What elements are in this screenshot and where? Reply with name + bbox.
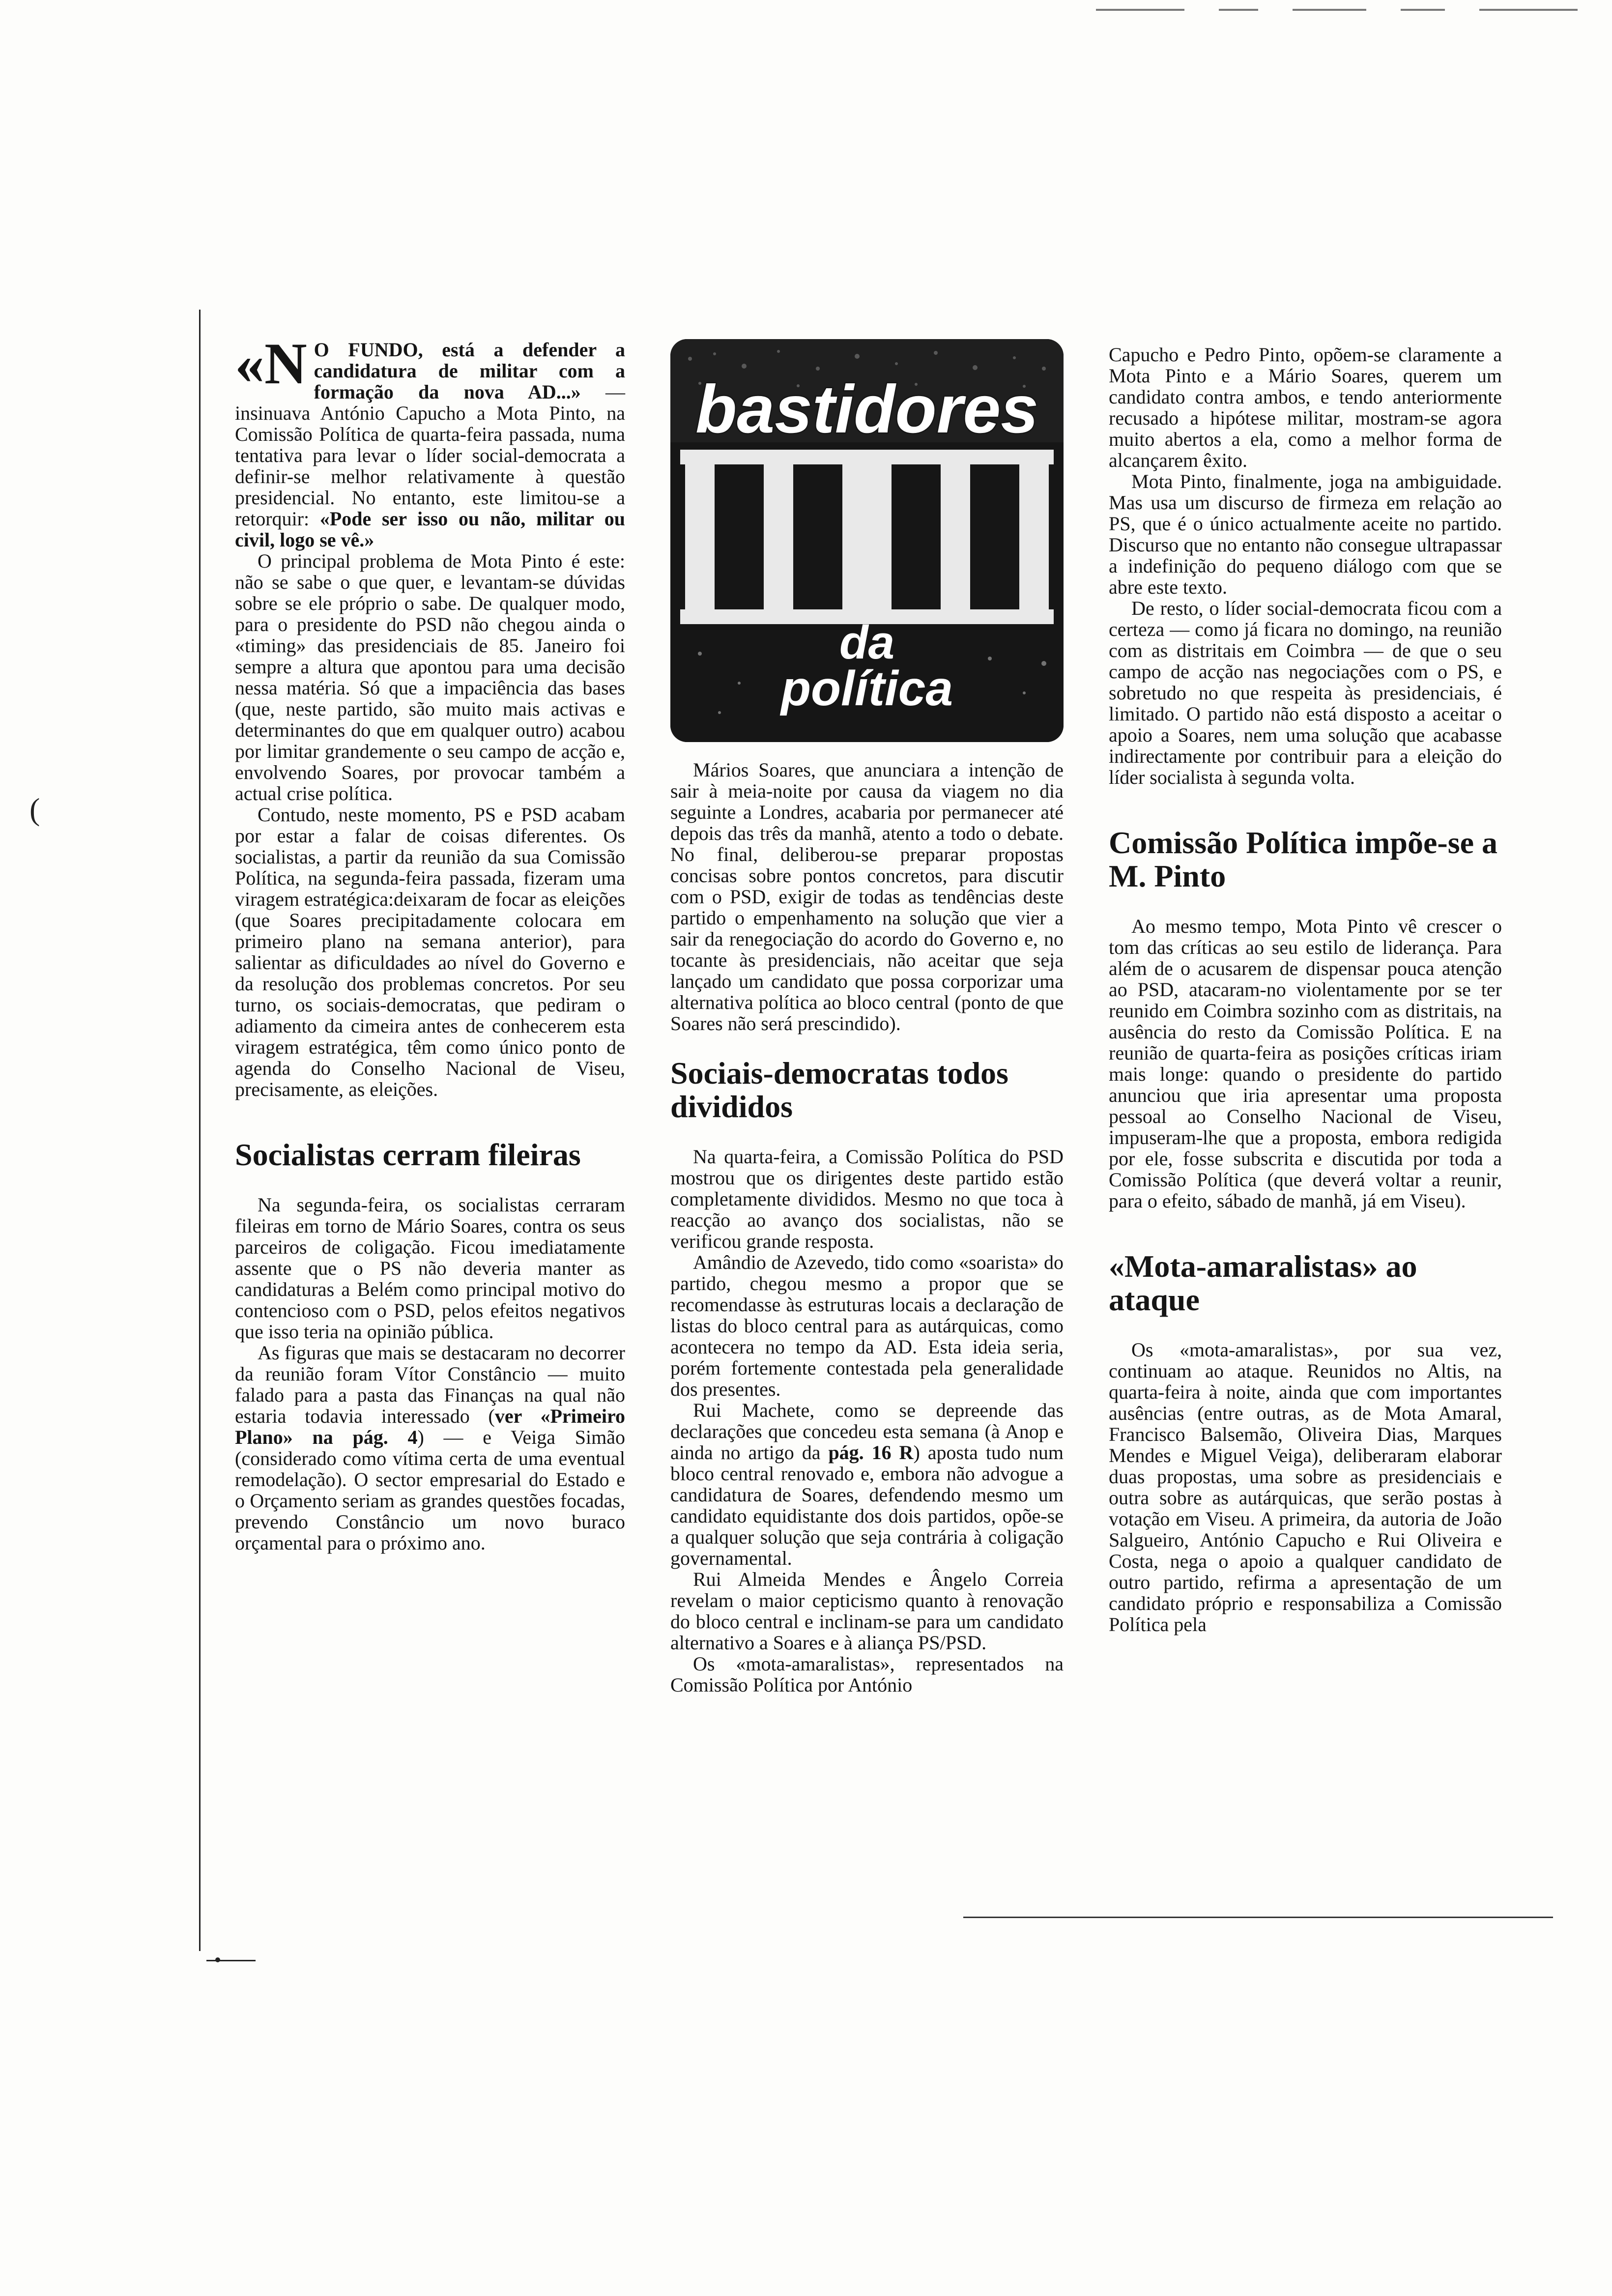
margin-parenthesis: ( (29, 792, 40, 827)
logo-subtitle-da: da (839, 616, 895, 669)
bottom-rule-right (963, 1917, 1553, 1918)
paragraph-text: ) — e Veiga Simão (considerado como vítima certa de uma eventual remodelação). O sector empresarial do Estado e o Orçamento seriam as grandes questões focadas, prevendo Constâncio um novo buraco orçamental para o próximo ano. (235, 1426, 625, 1554)
paragraph: Ao mesmo tempo, Mota Pinto vê crescer o tom das críticas ao seu estilo de liderança. Para além de o acusarem de dispensar pouca atenção ao PSD, atacaram-no violentamente por se ter reunido em Coimbra sozinho com as distritais, na ausência do resto da Comissão Política. E na reunião de quarta-feira as posições críticas iriam mais longe: quando o presidente do partido anunciou que iria apresentar uma proposta pessoal ao Conselho Nacional de Viseu, impuseram-lhe que a proposta, embora redigida por ele, fosse subscrita e discutida por toda a Comissão Política (que deverá voltar a reunir, para o efeito, sábado de manhã, já em Viseu). (1109, 915, 1502, 1212)
logo-title: bastidores (695, 372, 1038, 447)
lead-paragraph (235, 331, 625, 551)
article-column-1 (235, 331, 626, 1554)
page-reference: pág. 16 R (828, 1441, 914, 1464)
section-heading: Sociais-democratas todos divididos (670, 1056, 1008, 1124)
paragraph: Contudo, neste momento, PS e PSD acabam por estar a falar de coisas diferentes. Os socialistas, a partir da reunião da sua Comissão Política, na segunda-feira passada, fizeram uma viragem estratégica:deixaram de focar as eleições (que Soares precipitadamente colocara em primeiro plano na semana anterior), para salientar as dificuldades ao nível do Governo e da resolução dos problemas concretos. Por seu turno, os sociais-democratas, que pediram o adiamento da cimeira antes de conhecerem esta viragem estratégica, têm como único ponto de agenda do Conselho Nacional de Viseu, precisamente, as eleições. (235, 804, 626, 1100)
section-heading: Socialistas cerram fileiras (235, 1137, 581, 1172)
article-column-2 (670, 759, 1064, 1695)
column-rule (199, 310, 201, 1951)
scan-artifact-line (1219, 9, 1258, 11)
section-heading: «Mota-amaralistas» ao ataque (1109, 1249, 1417, 1317)
paragraph: Mários Soares, que anunciara a intenção de sair à meia-noite por causa da viagem no dia seguinte a Londres, acabaria por permanecer até depois das três da manhã, atento a todo o debate. No final, deliberou-se preparar propostas concisas sobre pontos concretos, para discutir com o PSD, exigir de todas as tendências deste partido o empenhamento na solução que vier a sair da renegociação do acordo do Governo e, no tocante às presidenciais, não aceitar que seja lançado um candidato que possa corporizar uma alternativa política ao bloco central (ponto de que Soares não será prescindido). (670, 759, 1064, 1034)
paragraph: Na segunda-feira, os socialistas cerraram fileiras em torno de Mário Soares, contra os seus parceiros de coligação. Ficou imediatamente assente que o PS não deveria manter as candidaturas a Belém como principal motivo do contencioso com o PSD, pelos efeitos negativos que isso teria na opinião pública. (235, 1194, 625, 1343)
lead-text: — insinuava António Capucho a Mota Pinto, na Comissão Política de quarta-feira passada, numa tentativa para levar o líder social-democrata a definir-se melhor relativamente à questão presidencial. No entanto, este limitou-se a retorquir: (235, 381, 625, 530)
logo-subtitle-politica: política (780, 661, 953, 716)
scan-dot (215, 1957, 220, 1962)
paragraph: Os «mota-amaralistas», por sua vez, continuam ao ataque. Reunidos no Altis, na quarta-feira à noite, ainda que com importantes ausências (entre outras, as de Mota Amaral, Francisco Balsemão, Oliveira Dias, Marques Mendes e Miguel Veiga), deliberaram elaborar duas propostas, uma sobre as presidenciais e outra sobre as autárquicas, que serão postas à votação em Viseu. A primeira, da autoria de João Salgueiro, António Capucho e Rui Oliveira e Costa, nega o apoio a qualquer candidato de outro partido, refirma a apresentação de um candidato próprio e responsabiliza a Comissão Política pela (1109, 1339, 1502, 1636)
paragraph: O principal problema de Mota Pinto é este: não se sabe o que quer, e levantam-se dúvidas sobre se ele próprio o sabe. De qualquer modo, para o presidente do PSD não chegou ainda o «timing» das presidenciais de 85. Janeiro foi sempre a altura que apontou para uma decisão nessa matéria. Só que a impaciência das bases (que, neste partido, são muito mais activas e determinantes do que em qualquer outro) acabou por limitar grandemente o seu campo de acção e, envolvendo Soares, por provocar também a actual crise política. (235, 550, 625, 804)
lead-retort: «Pode ser isso ou não, militar ou civil, logo se vê.» (235, 508, 625, 551)
logo-graphic (670, 339, 1064, 742)
drop-cap-quote: « (235, 331, 264, 396)
scan-artifact-line (1401, 9, 1445, 11)
paragraph: Amândio de Azevedo, tido como «soarista» do partido, chegou mesmo a propor que se recomendasse às estruturas locais a declaração de listas do bloco central para as autárquicas, como acontecera no tempo da AD. Esta ideia seria, porém fortemente contestada pela generalidade dos presentes. (670, 1251, 1064, 1400)
bastidores-logo (670, 339, 1064, 742)
section-heading: Comissão Política impõe-se a M. Pinto (1109, 825, 1497, 893)
paragraph: De resto, o líder social-democrata ficou com a certeza — como já ficara no domingo, na reunião com as distritais em Coimbra — de que o seu campo de acção nas negociações com o PS, e sobretudo no que respeita às presidenciais, é limitado. O partido não está disposto a aceitar o apoio a Soares, nem uma solução que acabasse indirectamente por contribuir para a eleição do líder socialista à segunda volta. (1109, 597, 1502, 788)
page-reference: ver «Primeiro Plano» na pág. 4 (235, 1405, 625, 1448)
paragraph: Os «mota-amaralistas», representados na Comissão Política por António (670, 1653, 1064, 1696)
paragraph: Rui Almeida Mendes e Ângelo Correia revelam o maior cepticismo quanto à renovação do bloco central e inclinam-se para um candidato alternativo a Soares e à aliança PS/PSD. (670, 1568, 1064, 1654)
paragraph-text: ) aposta tudo num bloco central renovado e, embora não advogue a candidatura de Soares, defendendo mesmo um candidato equidistante dos dois partidos, opõe-se a qualquer solução que seja contrária à coligação governamental. (670, 1441, 1064, 1569)
paragraph: Capucho e Pedro Pinto, opõem-se claramente a Mota Pinto e a Mário Soares, querem um candidato contra ambos, e tendo anteriormente recusado a hipótese militar, mostram-se agora muito abertos a ela, como a melhor forma de alcançarem êxito. (1109, 344, 1502, 471)
lead-bold-text: O FUNDO, está a defender a candidatura de militar com a formação da nova AD...» (314, 339, 625, 403)
scan-artifact-line (1096, 9, 1184, 11)
paragraph-text: Rui Machete, como se depreende das declarações que concedeu esta semana (à Anop e ainda no artigo da (670, 1399, 1064, 1464)
drop-cap (235, 331, 307, 396)
paragraph (235, 1342, 625, 1553)
paragraph: Mota Pinto, finalmente, joga na ambiguidade. Mas usa um discurso de firmeza em relação ao PS, que é o único actualmente aceite no partido. Discurso que no entanto não consegue ultrapassar a indefinição do pequeno diálogo com que se abre este texto. (1109, 470, 1502, 598)
scan-artifact-line (1293, 9, 1366, 11)
scan-artifact-line (1479, 9, 1578, 11)
paragraph (670, 1400, 1064, 1569)
bottom-rule-left (206, 1960, 256, 1961)
paragraph-text: As figuras que mais se destacaram no decorrer da reunião foram Vítor Constâncio — muito falado para a pasta das Finanças na qual não estaria todavia interessado ( (235, 1342, 625, 1427)
article-column-3 (1109, 344, 1502, 1635)
drop-cap-letter: N (264, 331, 307, 396)
paragraph: Na quarta-feira, a Comissão Política do PSD mostrou que os dirigentes deste partido estão completamente divididos. Mesmo no que toca à reacção ao avanço dos socialistas, não se verificou grande resposta. (670, 1146, 1064, 1252)
